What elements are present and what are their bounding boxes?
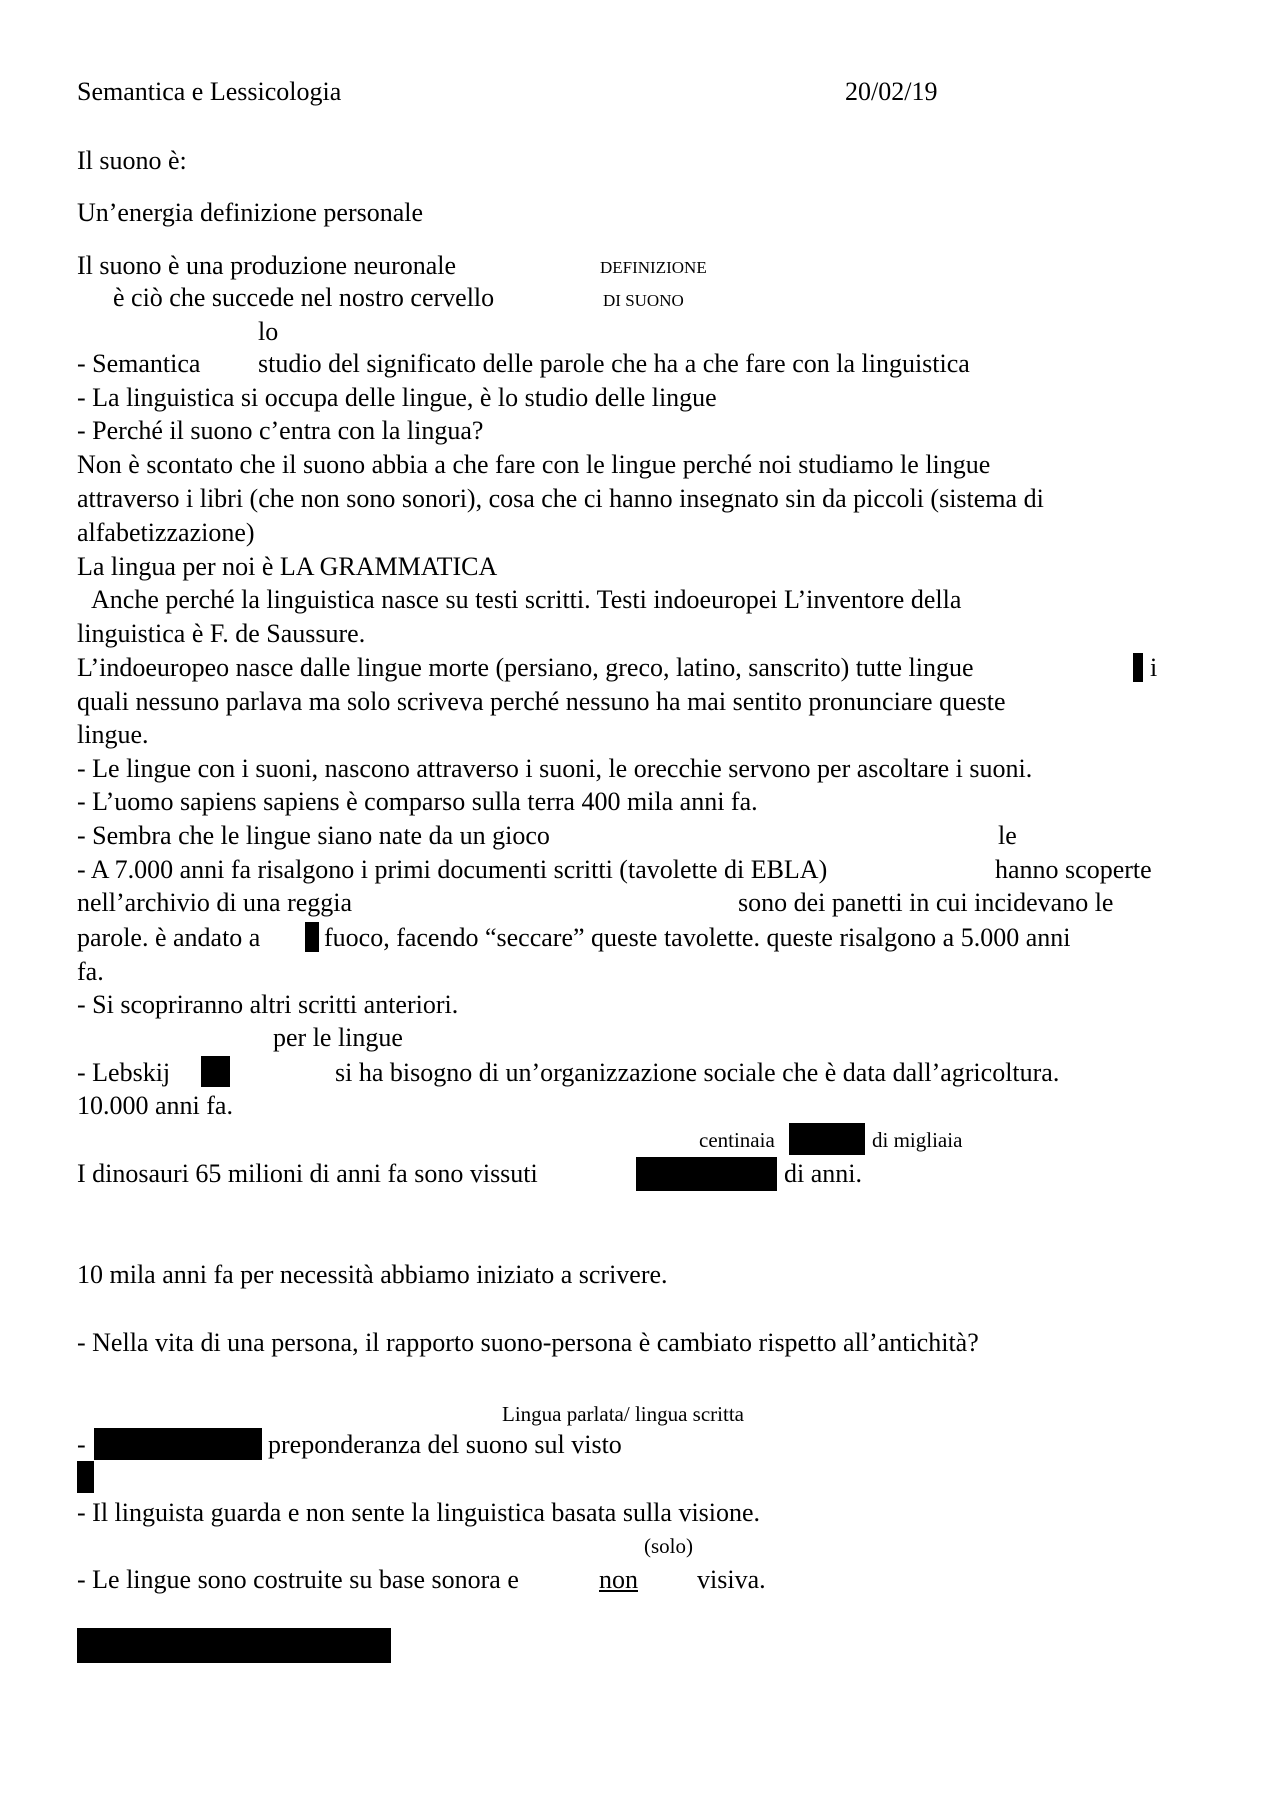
text-line: Non è scontato che il suono abbia a che fare con le lingue perché noi studiamo le lingue [77,450,991,479]
text-line: di migliaia [872,1128,963,1152]
text-line: - Il linguista guarda e non sente la linguistica basata sulla visione. [77,1498,761,1527]
text-line: Il suono è una produzione neuronale [77,251,457,280]
text-line: fa. [77,957,104,986]
text-line: quali nessuno parlava ma solo scriveva perché nessuno ha mai sentito pronunciare queste [77,687,1006,716]
text-line: centinaia [699,1128,775,1152]
text-line: - Perché il suono c’entra con la lingua? [77,416,484,445]
text-line: Lingua parlata/ lingua scritta [502,1402,744,1426]
text-line: 10.000 anni fa. [77,1091,233,1120]
text-line: lingue. [77,720,149,749]
margin-note: DI SUONO [603,291,684,310]
text-line: 10 mila anni fa per necessità abbiamo iniziato a scrivere. [77,1260,668,1289]
text-line: - Sembra che le lingue siano nate da un gioco [77,821,550,850]
redaction-box [305,922,319,952]
text-line: - La linguistica si occupa delle lingue, è lo studio delle lingue [77,383,717,412]
text-line: i [1150,653,1158,682]
text-line: - Nella vita di una persona, il rapporto suono-persona è cambiato rispetto all’antichità? [77,1328,979,1357]
redaction-box [636,1157,777,1191]
text-line: - Le lingue con i suoni, nascono attraverso i suoni, le orecchie servono per ascoltare i suoni. [77,754,1033,783]
text-line: - Semantica [77,349,201,378]
text-line: Un’energia definizione personale [77,198,424,227]
text-line: nell’archivio di una reggia [77,888,353,917]
text-line: preponderanza del suono sul visto [268,1430,622,1459]
redaction-box [77,1628,391,1663]
document-date: 20/02/19 [845,77,938,106]
redaction-box [1133,653,1143,682]
text-line: fuoco, facendo “seccare” queste tavolette. queste risalgono a 5.000 anni [324,923,1071,952]
text-line: si ha bisogno di un’organizzazione sociale che è data dall’agricoltura. [335,1058,1060,1087]
text-line: Il suono è: [77,146,187,175]
text-line: - [77,1430,86,1459]
text-line: - L’uomo sapiens sapiens è comparso sulla terra 400 mila anni fa. [77,787,758,816]
text-line: lo [258,317,279,346]
redaction-box [789,1123,865,1155]
text-line: I dinosauri 65 milioni di anni fa sono vissuti [77,1159,538,1188]
text-line: - Le lingue sono costruite su base sonora e [77,1565,519,1594]
document-title: Semantica e Lessicologia [77,77,342,106]
text-line: è ciò che succede nel nostro cervello [113,283,495,312]
text-line: attraverso i libri (che non sono sonori), cosa che ci hanno insegnato sin da piccoli (sistema di [77,484,1044,513]
text-line: visiva. [697,1565,766,1594]
text-line: le [998,821,1017,850]
text-line: La lingua per noi è LA GRAMMATICA [77,552,498,581]
text-line: per le lingue [273,1023,403,1052]
text-line: parole. è andato a [77,923,261,952]
text-line: sono dei panetti in cui incidevano le [738,888,1114,917]
text-line: alfabetizzazione) [77,518,255,547]
text-line: - Lebskij [77,1058,171,1087]
text-line: di anni. [784,1159,862,1188]
text-line: - Si scopriranno altri scritti anteriori. [77,990,459,1019]
redaction-box [77,1461,94,1493]
text-line: (solo) [644,1534,693,1558]
redaction-box [201,1056,230,1087]
text-line: linguistica è F. de Saussure. [77,619,366,648]
text-line: non [599,1565,638,1594]
redaction-box [94,1428,262,1460]
text-line: studio del significato delle parole che ha a che fare con la linguistica [258,349,970,378]
text-line: - A 7.000 anni fa risalgono i primi documenti scritti (tavolette di EBLA) [77,855,828,884]
margin-note: DEFINIZIONE [600,258,707,277]
text-line: Anche perché la linguistica nasce su testi scritti. Testi indoeuropei L’inventore della [91,585,962,614]
text-line: hanno scoperte [995,855,1152,884]
text-line: L’indoeuropeo nasce dalle lingue morte (persiano, greco, latino, sanscrito) tutte lingue [77,653,974,682]
